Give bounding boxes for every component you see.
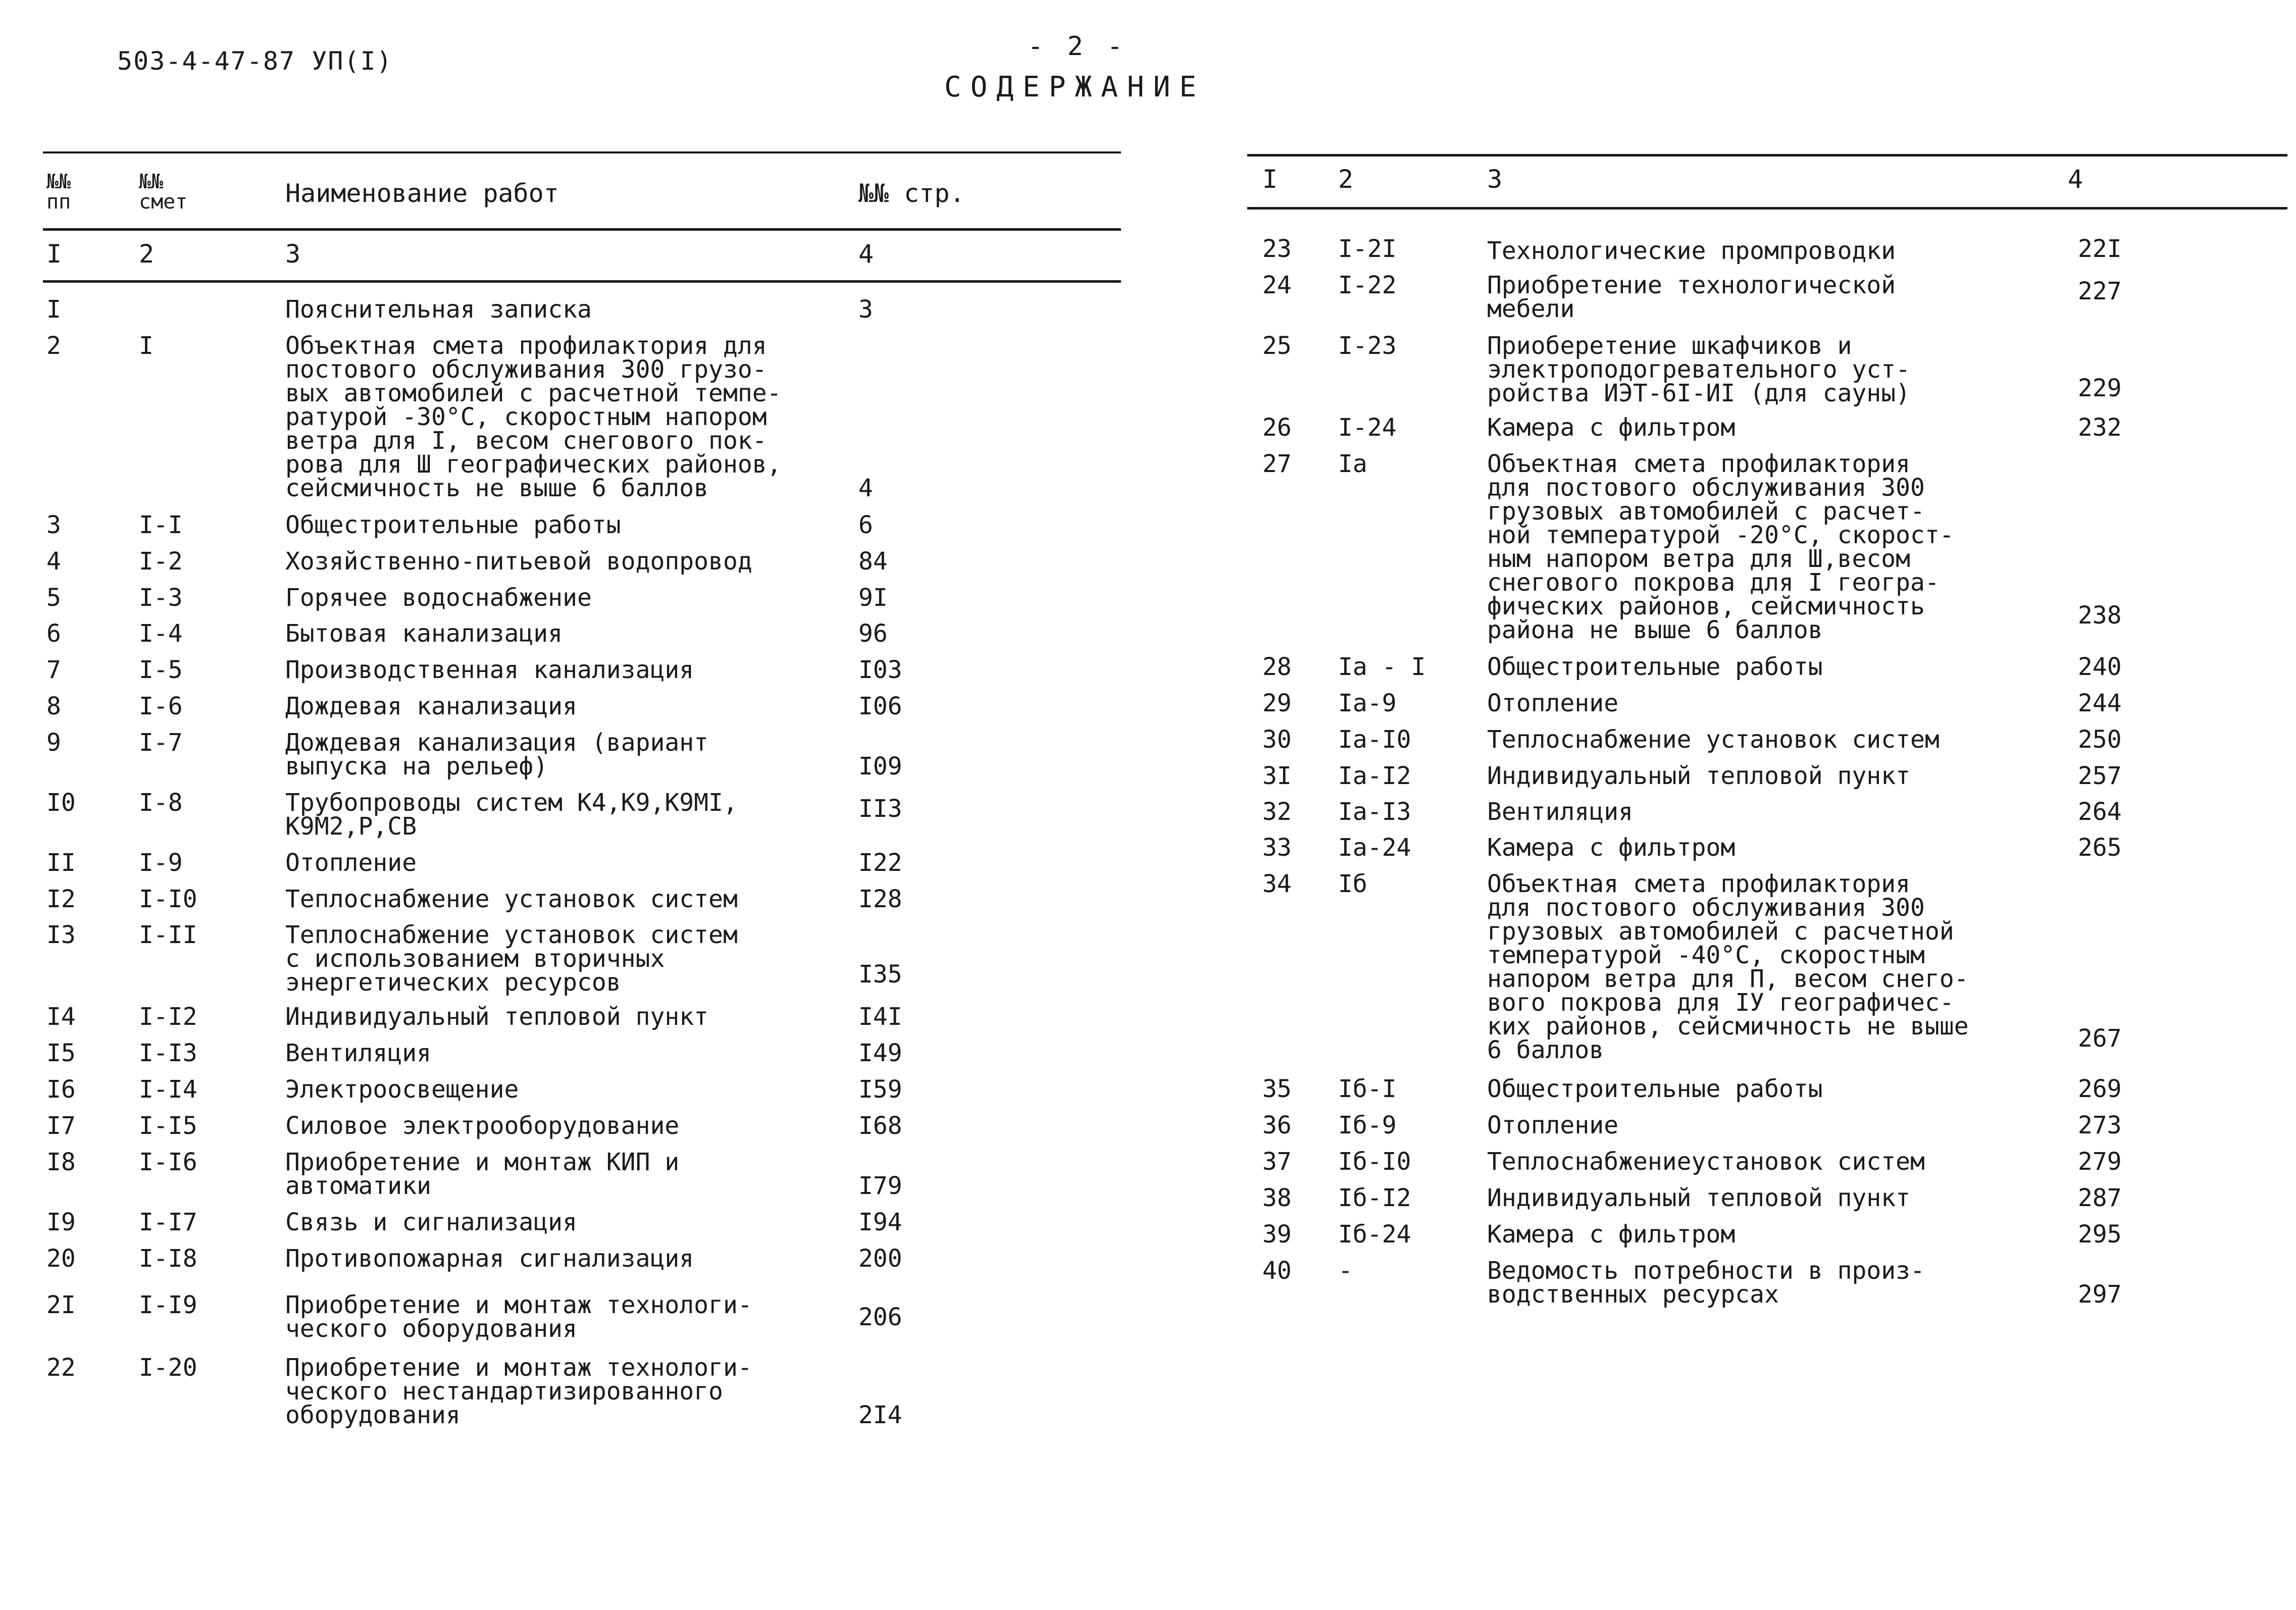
row-number: II <box>46 849 76 877</box>
page-ref: I35 <box>858 960 902 989</box>
row-number: 39 <box>1262 1220 1292 1249</box>
left-table-top-rule <box>43 151 1121 153</box>
row-number: 3 <box>46 511 61 539</box>
estimate-code: Iб-9 <box>1338 1111 1397 1139</box>
work-title: Объектная смета профилактория для постового обслуживания 300 грузо- вых автомобилей с расчетной темпе- ратурой -30°С, скоростным напором ветра для I, весом снегового пок- рова для Ш географических районов, сейсмичность не выше 6 баллов <box>285 332 782 502</box>
work-title: Теплоснабжение установок систем <box>1487 725 1940 754</box>
estimate-code: Iа-I0 <box>1338 725 1411 754</box>
page-ref: 250 <box>2078 725 2122 754</box>
work-title: Общестроительные работы <box>1487 653 1823 681</box>
left-header-rule <box>43 228 1121 231</box>
row-number: I4 <box>46 1003 76 1031</box>
work-title: Приобретение технологической мебели <box>1487 271 1896 323</box>
page-ref: I49 <box>858 1039 902 1067</box>
work-title: Вентиляция <box>285 1039 431 1067</box>
page-ref: 273 <box>2078 1111 2122 1139</box>
row-number: I6 <box>46 1075 76 1104</box>
row-number: 27 <box>1262 450 1292 478</box>
work-title: Объектная смета профилактория для постового обслуживания 300 грузовых автомобилей с расчетной температурой -40°С, скоростным напором ветра для П, весом снего- вого покрова для IУ географичес- ких районов, сейсмичность не выше 6 баллов <box>1487 870 1969 1064</box>
estimate-code: I-I0 <box>139 885 197 913</box>
work-title: Общестроительные работы <box>285 511 621 539</box>
estimate-code: Iб-I0 <box>1338 1148 1411 1176</box>
estimate-code: I-9 <box>139 849 183 877</box>
page-ref: I22 <box>858 849 902 877</box>
estimate-code: Iа-I2 <box>1338 762 1411 790</box>
estimate-code: I-24 <box>1338 413 1397 442</box>
estimate-code: I-20 <box>139 1354 197 1382</box>
page-ref: I68 <box>858 1112 902 1140</box>
page-ref: 96 <box>858 619 888 648</box>
page-ref: I06 <box>858 692 902 720</box>
row-number: 26 <box>1262 413 1292 442</box>
work-title: Связь и сигнализация <box>285 1208 577 1236</box>
row-number: I2 <box>46 885 76 913</box>
page-ref: 244 <box>2078 689 2122 717</box>
work-title: Дождевая канализация <box>285 692 577 720</box>
page-title: СОДЕРЖАНИЕ <box>944 71 1206 103</box>
row-number: 7 <box>46 656 61 684</box>
row-number: 20 <box>46 1244 76 1273</box>
left-header-col2: №№ смет <box>139 170 188 214</box>
work-title: Индивидуальный тепловой пункт <box>1487 762 1911 790</box>
row-number: I <box>46 295 61 324</box>
page-ref: 269 <box>2078 1075 2122 1103</box>
page-ref: 6 <box>858 511 873 539</box>
row-number: 2I <box>46 1291 76 1319</box>
work-title: Теплоснабжение установок систем <box>285 885 738 913</box>
page-ref: 84 <box>858 547 888 576</box>
estimate-code: Iб-I <box>1338 1075 1397 1103</box>
left-number-rule <box>43 280 1121 283</box>
work-title: Общестроительные работы <box>1487 1075 1823 1103</box>
row-number: 33 <box>1262 834 1292 862</box>
row-number: 6 <box>46 619 61 648</box>
row-number: I5 <box>46 1039 76 1067</box>
page-ref: 227 <box>2078 277 2122 305</box>
page-ref: 4 <box>858 474 873 502</box>
estimate-code: Iб-I2 <box>1338 1184 1411 1212</box>
row-number: 28 <box>1262 653 1292 681</box>
page-ref: 264 <box>2078 798 2122 826</box>
left-number-col4: 4 <box>858 239 874 269</box>
work-title: Отопление <box>1487 689 1619 717</box>
left-header-col1: №№ пп <box>46 170 71 214</box>
work-title: Ведомость потребности в произ- водственных ресурсах <box>1487 1257 1925 1309</box>
left-header-col3: Наименование работ <box>285 179 559 208</box>
row-number: 4 <box>46 547 61 576</box>
work-title: Вентиляция <box>1487 798 1633 826</box>
page-ref: 3 <box>858 295 873 324</box>
estimate-code: I-I2 <box>139 1003 197 1031</box>
work-title: Противопожарная сигнализация <box>285 1244 694 1273</box>
right-header-rule <box>1247 207 2287 210</box>
work-title: Камера с фильтром <box>1487 834 1736 862</box>
row-number: 34 <box>1262 870 1292 898</box>
work-title: Теплоснабжение установок систем с использованием вторичных энергетических ресурсов <box>285 921 738 997</box>
estimate-code: I-2I <box>1338 235 1397 263</box>
estimate-code: I-6 <box>139 692 183 720</box>
page-number: - 2 - <box>1028 31 1127 62</box>
work-title: Отопление <box>1487 1111 1619 1139</box>
page-ref: I59 <box>858 1075 902 1104</box>
page-ref: I94 <box>858 1208 902 1236</box>
work-title: Приоберетение шкафчиков и электроподогревательного уст- ройства ИЭТ-6I-ИI (для сауны) <box>1487 332 1911 407</box>
page-ref: 2I4 <box>858 1401 902 1429</box>
left-number-col1: I <box>46 239 62 269</box>
left-number-col2: 2 <box>139 239 155 269</box>
row-number: 22 <box>46 1354 76 1382</box>
estimate-code: I-22 <box>1338 271 1397 299</box>
estimate-code: I-I5 <box>139 1112 197 1140</box>
page-ref: I79 <box>858 1172 902 1200</box>
estimate-code: I-I7 <box>139 1208 197 1236</box>
row-number: I9 <box>46 1208 76 1236</box>
row-number: 36 <box>1262 1111 1292 1139</box>
row-number: 32 <box>1262 798 1292 826</box>
page-ref: 297 <box>2078 1280 2122 1309</box>
left-header-col4: №№ стр. <box>858 179 965 208</box>
estimate-code: I-I <box>139 511 183 539</box>
row-number: I8 <box>46 1148 76 1176</box>
estimate-code: Iб-24 <box>1338 1220 1411 1249</box>
page-ref: 238 <box>2078 601 2122 630</box>
page-ref: 22I <box>2078 235 2122 263</box>
row-number: 35 <box>1262 1075 1292 1103</box>
document-code: 503-4-47-87 УП(I) <box>117 46 393 76</box>
row-number: I7 <box>46 1112 76 1140</box>
work-title: Отопление <box>285 849 417 877</box>
page-ref: 279 <box>2078 1148 2122 1176</box>
estimate-code: I-2 <box>139 547 183 576</box>
right-header-col2: 2 <box>1338 165 1354 194</box>
page-ref: I28 <box>858 885 902 913</box>
estimate-code: I-I8 <box>139 1244 197 1273</box>
work-title: Индивидуальный тепловой пункт <box>1487 1184 1911 1212</box>
page-ref: 265 <box>2078 834 2122 862</box>
page-ref: 295 <box>2078 1220 2122 1249</box>
row-number: 40 <box>1262 1257 1292 1285</box>
page-ref: 287 <box>2078 1184 2122 1212</box>
work-title: Производственная канализация <box>285 656 694 684</box>
row-number: 2 <box>46 332 61 360</box>
row-number: 9 <box>46 729 61 757</box>
estimate-code: I-3 <box>139 584 183 612</box>
estimate-code: Iа-9 <box>1338 689 1397 717</box>
row-number: 25 <box>1262 332 1292 360</box>
work-title: Камера с фильтром <box>1487 1220 1736 1249</box>
row-number: 24 <box>1262 271 1292 299</box>
estimate-code: I-5 <box>139 656 183 684</box>
estimate-code: I-I4 <box>139 1075 197 1104</box>
work-title: Пояснительная записка <box>285 295 592 324</box>
estimate-code: I-I9 <box>139 1291 197 1319</box>
row-number: 29 <box>1262 689 1292 717</box>
estimate-code: I-7 <box>139 729 183 757</box>
page-ref: 240 <box>2078 653 2122 681</box>
row-number: 3I <box>1262 762 1292 790</box>
estimate-code: I-I3 <box>139 1039 197 1067</box>
row-number: 5 <box>46 584 61 612</box>
row-number: I3 <box>46 921 76 949</box>
estimate-code: I-8 <box>139 789 183 817</box>
work-title: Приобретение и монтаж технологи- ческого нестандартизированного оборудования <box>285 1354 752 1429</box>
row-number: I0 <box>46 789 76 817</box>
estimate-code: Iа-24 <box>1338 834 1411 862</box>
page-ref: 206 <box>858 1303 902 1331</box>
page-ref: I4I <box>858 1003 902 1031</box>
right-table-top-rule <box>1247 154 2287 157</box>
estimate-code: I-II <box>139 921 197 949</box>
estimate-code: I-23 <box>1338 332 1397 360</box>
estimate-code: Iб <box>1338 870 1367 898</box>
work-title: Теплоснабжениеустановок систем <box>1487 1148 1925 1176</box>
row-number: 38 <box>1262 1184 1292 1212</box>
work-title: Технологические промпроводки <box>1487 237 1896 265</box>
work-title: Приобретение и монтаж технологи- ческого оборудования <box>285 1291 752 1343</box>
work-title: Бытовая канализация <box>285 619 563 648</box>
row-number: 8 <box>46 692 61 720</box>
estimate-code: - <box>1338 1257 1353 1285</box>
row-number: 23 <box>1262 235 1292 263</box>
page-ref: 229 <box>2078 374 2122 402</box>
estimate-code: Iа <box>1338 450 1367 478</box>
right-header-col4: 4 <box>2068 165 2083 194</box>
right-header-col3: 3 <box>1487 165 1503 194</box>
work-title: Приобретение и монтаж КИП и автоматики <box>285 1148 680 1200</box>
work-title: Хозяйственно-питьевой водопровод <box>285 547 752 576</box>
work-title: Горячее водоснабжение <box>285 584 592 612</box>
work-title: Индивидуальный тепловой пункт <box>285 1003 709 1031</box>
work-title: Силовое электрооборудование <box>285 1112 680 1140</box>
estimate-code: Iа-I3 <box>1338 798 1411 826</box>
work-title: Трубопроводы систем К4,К9,К9МI, К9М2,Р,СВ <box>285 789 738 841</box>
estimate-code: I-I6 <box>139 1148 197 1176</box>
estimate-code: I-4 <box>139 619 183 648</box>
page-ref: 9I <box>858 584 888 612</box>
left-number-col3: 3 <box>285 239 301 269</box>
estimate-code: Iа - I <box>1338 653 1426 681</box>
work-title: Электроосвещение <box>285 1075 519 1104</box>
work-title: Объектная смета профилактория для постового обслуживания 300 грузовых автомобилей с расчет- ной температурой -20°С, скорост- ным напором ветра для Ш,весом снегового покрова для I геогра- фических районов, сейсмичность района не выше 6 баллов <box>1487 450 1954 644</box>
right-header-col1: I <box>1262 165 1278 194</box>
work-title: Камера с фильтром <box>1487 413 1736 442</box>
page-ref: 200 <box>858 1244 902 1273</box>
row-number: 30 <box>1262 725 1292 754</box>
page-ref: I03 <box>858 656 902 684</box>
page-ref: 257 <box>2078 762 2122 790</box>
row-number: 37 <box>1262 1148 1292 1176</box>
page-ref: I09 <box>858 752 902 781</box>
page-ref: 232 <box>2078 413 2122 442</box>
page-ref: II3 <box>858 795 902 823</box>
work-title: Дождевая канализация (вариант выпуска на рельеф) <box>285 729 709 781</box>
page-ref: 267 <box>2078 1024 2122 1053</box>
estimate-code: I <box>139 332 154 360</box>
